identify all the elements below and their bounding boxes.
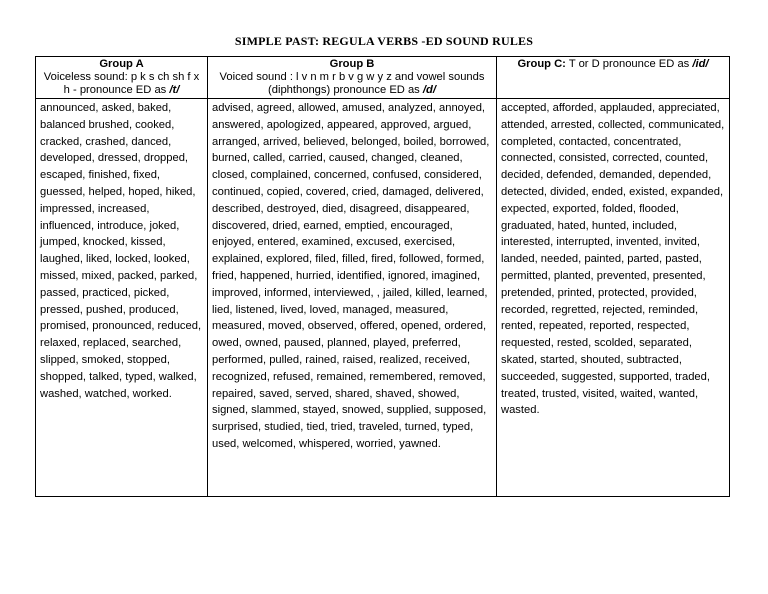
group-b-header bbox=[208, 57, 497, 99]
group-a-description: Voiceless sound: p k s ch sh f x h - pronounce ED as bbox=[43, 71, 200, 96]
group-c-description: T or D pronounce ED as bbox=[565, 58, 693, 70]
table-body-row bbox=[36, 99, 730, 497]
verb-rules-table bbox=[35, 56, 730, 497]
group-b-description: Voiced sound : l v n m r b v g w y z and vowel sounds (diphthongs) pronounce ED as bbox=[219, 71, 485, 96]
document-title: SIMPLE PAST: REGULA VERBS -ED SOUND RULES bbox=[234, 34, 534, 48]
group-b-name: Group B bbox=[329, 58, 375, 70]
group-b-sound: /d/ bbox=[422, 84, 436, 96]
group-a-sound: /t/ bbox=[169, 84, 180, 96]
group-a-name: Group A bbox=[99, 58, 144, 70]
group-c-header bbox=[497, 57, 730, 99]
group-a-header bbox=[36, 57, 208, 99]
group-b-verbs: advised, agreed, allowed, amused, analyzed, annoyed, answered, apologized, appeared, approved, argued, arranged, arrived, believed, belonged, boiled, borrowed, burned, called, carried, caused, changed, cleaned, closed, complained, concerned, confused, considered, continued, copied, covered, cried, damaged, delivered, described, destroyed, died, disagreed, disappeared, discovered, dried, earned, emptied, encouraged, enjoyed, entered, examined, excused, exercised, explained, explored, filed, filled, fired, followed, formed, fried, happened, hurried, identified, ignored, imagined, improved, informed, interviewed, , jailed, killed, learned, lied, listened, lived, loved, managed, measured, measured, moved, observed, offered, opened, ordered, owed, owned, paused, planned, played, preferred, performed, pulled, rained, raised, realized, received, recognized, refused, remained, remembered, removed, repaired, saved, served, shared, shaved, showed, signed, slammed, stayed, snowed, supplied, supposed, surprised, studied, tied, tried, traveled, turned, typed, used, welcomed, whispered, worried, yawned. bbox=[208, 99, 497, 497]
group-c-sound: /id/ bbox=[692, 58, 709, 70]
group-a-verbs: announced, asked, baked, balanced brushed, cooked, cracked, crashed, danced, developed, dressed, dropped, escaped, finished, fixed, guessed, helped, hoped, hiked, impressed, increased, influenced, introduce, joked, jumped, knocked, kissed, laughed, liked, locked, looked, missed, mixed, packed, parked, passed, practiced, picked, pressed, pushed, produced, promised, pronounced, reduced, relaxed, replaced, searched, slipped, smoked, stopped, shopped, talked, typed, walked, washed, watched, worked. bbox=[36, 99, 208, 497]
group-c-name: Group C: bbox=[517, 58, 566, 70]
group-c-verbs: accepted, afforded, applauded, appreciated, attended, arrested, collected, communicated, completed, contacted, concentrated, connected, consisted, corrected, counted, decided, defended, demanded, depended, detected, divided, ended, existed, expanded, expected, exported, folded, flooded, graduated, hated, hunted, included, interested, interrupted, invented, invited, landed, needed, painted, parted, pasted, permitted, planted, prevented, presented, pretended, printed, protected, provided, recorded, regretted, rejected, reminded, rented, repeated, reported, respected, requested, rested, scolded, separated, skated, started, shouted, subtracted, succeeded, suggested, supported, traded, treated, trusted, visited, waited, wanted, wasted. bbox=[497, 99, 730, 497]
table-header-row bbox=[36, 57, 730, 99]
